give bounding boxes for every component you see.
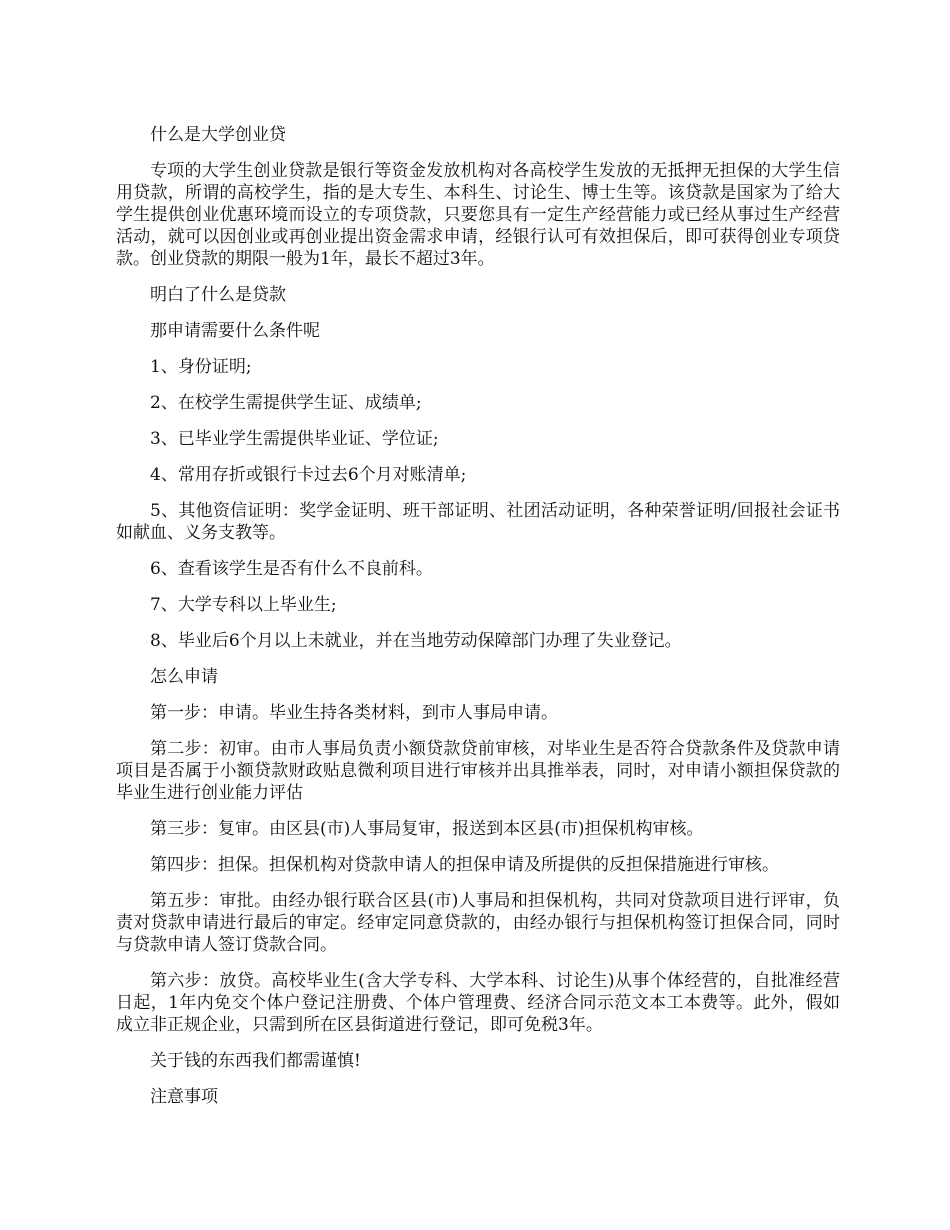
step-2: 第二步：初审。由市人事局负责小额贷款贷前审核，对毕业生是否符合贷款条件及贷款申请项目是否属于小额贷款财政贴息微利项目进行审核并出具推举表，同时，对申请小额担保贷款的毕业生进行创业能力评估 xyxy=(116,739,840,803)
list-item-condition-1: 1、身份证明; xyxy=(150,357,252,377)
list-item-condition-8: 8、毕业后6个月以上未就业，并在当地劳动保障部门办理了失业登记。 xyxy=(150,631,682,651)
step-4: 第四步：担保。担保机构对贷款申请人的担保申请及所提供的反担保措施进行审核。 xyxy=(150,855,779,875)
document-body xyxy=(116,124,840,1122)
heading-what-is-loan: 什么是大学创业贷 xyxy=(150,125,286,145)
paragraph-loan-definition: 专项的大学生创业贷款是银行等资金发放机构对各高校学生发放的无抵押无担保的大学生信用贷款，所谓的高校学生，指的是大专生、本科生、讨论生、博士生等。该贷款是国家为了给大学生提供创业优惠环境而设立的专项贷款，只要您具有一定生产经营能力或已经从事过生产经营活动，就可以因创业或再创业提出资金需求申请，经银行认可有效担保后，即可获得创业专项贷款。创业贷款的期限一般为1年，最长不超过3年。 xyxy=(116,161,840,269)
paragraph-caution: 关于钱的东西我们都需谨慎! xyxy=(150,1051,361,1071)
heading-how-to-apply: 怎么申请 xyxy=(150,667,218,687)
heading-conditions: 那申请需要什么条件呢 xyxy=(150,321,320,341)
paragraph-understood: 明白了什么是贷款 xyxy=(150,285,286,305)
list-item-condition-5: 5、其他资信证明：奖学金证明、班干部证明、社团活动证明，各种荣誉证明/回报社会证书如献血、义务支教等。 xyxy=(116,501,840,543)
list-item-condition-4: 4、常用存折或银行卡过去6个月对账清单; xyxy=(150,465,467,485)
step-3: 第三步：复审。由区县(市)人事局复审，报送到本区县(市)担保机构审核。 xyxy=(150,819,704,839)
list-item-condition-3: 3、已毕业学生需提供毕业证、学位证; xyxy=(150,429,439,449)
step-5: 第五步：审批。由经办银行联合区县(市)人事局和担保机构，共同对贷款项目进行评审，负责对贷款申请进行最后的审定。经审定同意贷款的，由经办银行与担保机构签订担保合同，同时与贷款申请人签订贷款合同。 xyxy=(116,891,840,955)
list-item-condition-7: 7、大学专科以上毕业生; xyxy=(150,595,337,615)
list-item-condition-2: 2、在校学生需提供学生证、成绩单; xyxy=(150,393,422,413)
step-6: 第六步：放贷。高校毕业生(含大学专科、大学本科、讨论生)从事个体经营的，自批准经营日起，1年内免交个体户登记注册费、个体户管理费、经济合同示范文本工本费等。此外，假如成立非正规企业，只需到所在区县街道进行登记，即可免税3年。 xyxy=(116,971,840,1035)
heading-notes: 注意事项 xyxy=(150,1087,218,1107)
step-1: 第一步：申请。毕业生持各类材料，到市人事局申请。 xyxy=(150,703,558,723)
list-item-condition-6: 6、查看该学生是否有什么不良前科。 xyxy=(150,559,433,579)
